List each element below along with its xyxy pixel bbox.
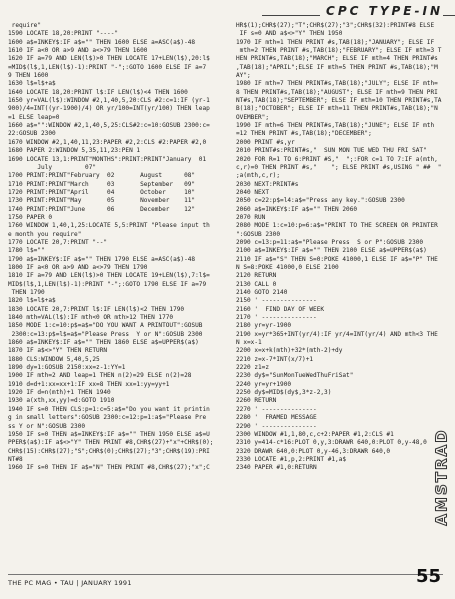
code-line: c,r)=0 THEN PRINT #s," "; ELSE PRINT #s,USING " ## " xyxy=(236,163,442,171)
code-line: 1630 l$=l$+a$ xyxy=(8,80,56,88)
code-line: 1700 PRINT:PRINT"February 02 August 08" xyxy=(8,172,196,180)
code-line: 9 THEN 1600 xyxy=(8,72,49,80)
code-line: HEN PRINT#s,TAB(18);"MARCH"; ELSE IF mth=4 THEN PRINT#s xyxy=(236,55,438,63)
code-line: 2340 PAPER #1,0:RETURN xyxy=(236,464,317,472)
code-line: 1610 IF a<0 OR a>9 AND a<>79 THEN 1600 xyxy=(8,47,148,55)
code-line: 1900 IF mth=2 AND leap=1 THEN n(2)=29 ELSE n(2)=28 xyxy=(8,372,192,380)
code-line: =MID$(l$,1,LEN(l$)-1):PRINT "-";:GOTO 1600 ELSE IF a=7 xyxy=(8,63,207,71)
footer-rule xyxy=(8,574,443,575)
code-line: 1970 IF mth=1 THEN PRINT #s,TAB(18);"JANUARY"; ELSE IF xyxy=(236,38,435,46)
code-line: 2230 dy$="SunMonTueWedThuFriSat" xyxy=(236,372,354,380)
code-line: 1990 IF mth=6 THEN PRINT#s,TAB(18);"JUNE"; ELSE IF mth xyxy=(236,122,435,130)
code-line: 1940 IF s=0 THEN CLS:p=1:c=5:a$="Do you want it printin xyxy=(8,405,210,413)
side-tab-label: AMSTRAD xyxy=(432,428,451,526)
code-line: 1860 a$=INKEY$:IF a$="" THEN 1860 ELSE a$=UPPER$(a$) xyxy=(8,339,199,347)
code-line: OVEMBER"; xyxy=(236,113,270,121)
code-line: 1770 LOCATE 20,7:PRINT "--" xyxy=(8,238,108,246)
code-column-left xyxy=(8,22,220,473)
code-line: 2120 RETURN xyxy=(236,272,277,280)
code-line: NT#s,TAB(18);"SEPTEMBER"; ELSE IF mth=10 THEN PRINT#s,TA xyxy=(236,97,442,105)
code-line: AY"; xyxy=(236,72,251,80)
code-line: 2300:c=13:p$=l$=a$="Please Press Y or N":GOSUB 2300 xyxy=(8,330,203,338)
code-line: 900)/4=INT((yr-1900)/4) OR yr/100=INT(yr/100) THEN leap xyxy=(8,105,210,113)
code-line: 2110 IF a$="S" THEN S=0:POKE 41000,1 ELSE IF a$="P" THE xyxy=(236,255,438,263)
code-line: 2020 FOR R=1 TO 6:PRINT #S," ";:FOR c=1 TO 7:IF a(mth, xyxy=(236,155,438,163)
code-line: 1930 a(xth,xx,yy)=d:GOTO 1910 xyxy=(8,397,115,405)
code-line: 1760 WINDOW 1,40,1,25:LOCATE 5,5:PRINT "Please input th xyxy=(8,222,210,230)
code-line: 1710 PRINT:PRINT"March 03 September 09" xyxy=(8,180,196,188)
code-line: 1640 LOCATE 18,20:PRINT l$:IF LEN(l$)<4 THEN 1600 xyxy=(8,88,188,96)
code-line: =1 ELSE leap=0 xyxy=(8,113,60,121)
code-line: 22:GOSUB 2300 xyxy=(8,130,56,138)
code-line: 2010 PRINT#s:PRINT#s," SUN MON TUE WED THU FRI SAT" xyxy=(236,147,427,155)
code-line: 2070 RUN xyxy=(236,213,266,221)
code-line: 1620 IF a=79 AND LEN(l$)>0 THEN LOCATE 17+LEN(l$),20:l$ xyxy=(8,55,210,63)
code-line: 2150 ' --------------- xyxy=(236,297,317,305)
code-line: 1820 l$=l$+a$ xyxy=(8,297,56,305)
code-line: 1980 IF mth=7 THEN PRINT#s,TAB(18);"JULY"; ELSE IF mth= xyxy=(236,80,438,88)
code-line: PPER$(a$):IF a$<>"Y" THEN PRINT #8,CHR$(27)+"x"+CHR$(0); xyxy=(8,439,214,447)
code-line: 1850 MODE 1:c=10:p$=a$="DO YOU WANT A PRINTOUT":GOSUB xyxy=(8,322,203,330)
code-line: IF s=0 AND a$<>"Y" THEN 1950 xyxy=(236,30,343,38)
code-line: NT#8 xyxy=(8,455,23,463)
code-line: 2180 yr=yr-1900 xyxy=(236,322,292,330)
code-line: 2220 z1=z xyxy=(236,364,270,372)
code-line: 1690 LOCATE 13,1:PRINT"MONTHS":PRINT:PRINT"January 01 xyxy=(8,155,207,163)
code-line: CHR$(15):CHR$(27);"S";CHR$(0);CHR$(27);"3";CHR$(19):PRI xyxy=(8,447,210,455)
code-line: 2330 LOCATE #1,p,2:PRINT #1,a$ xyxy=(236,455,347,463)
code-line: 1810 IF a=79 AND LEN(l$)>0 THEN LOCATE 19+LEN(l$),7:l$= xyxy=(8,272,210,280)
code-line: 2200 x=x+k(mth)+32*(mth-2)+dy xyxy=(236,347,343,355)
code-line: 1590 LOCATE 18,20:PRINT "----" xyxy=(8,30,119,38)
code-line: MID$(l$,1,LEN(l$)-1):PRINT "-";:GOTO 1790 ELSE IF a=79 xyxy=(8,280,207,288)
code-line: 1660 a$="":WINDOW #2,1,40,5,25:CLS#2:c=10:GOSUB 2300:c= xyxy=(8,122,210,130)
code-column-right xyxy=(236,22,442,473)
code-line: July 07" xyxy=(8,163,97,171)
section-title: CPC TYPE-IN xyxy=(320,4,443,18)
code-line: N x=x-1 xyxy=(236,339,262,347)
code-line: 1800 IF a<0 OR a>9 AND a<>79 THEN 1790 xyxy=(8,263,148,271)
code-line: 2210 z=x-7*INT(x/7)+1 xyxy=(236,355,314,363)
code-line: require" xyxy=(8,22,42,29)
code-line: 1920 IF d=n(mth)+1 THEN 1940 xyxy=(8,389,111,397)
code-line: 1750 PAPER 0 xyxy=(8,213,53,221)
code-line: ,TAB(18);"APRIL";ELSE IF mth=5 THEN PRINT #s,TAB(18);"M xyxy=(236,63,438,71)
code-line: 2260 RETURN xyxy=(236,397,277,405)
code-line: 1790 a$=INKEY$:IF a$="" THEN 1790 ELSE a=ASC(a$)-48 xyxy=(8,255,196,263)
code-line: 1780 l$="" xyxy=(8,247,45,255)
code-line: B(18);"OCTOBER"; ELSE IF mth=11 THEN PRINT#s,TAB(18);"N xyxy=(236,105,438,113)
code-line: 2140 GOTO 2140 xyxy=(236,289,288,296)
code-line: 2160 ' FIND DAY OF WEEK xyxy=(236,305,325,313)
code-line: 1830 LOCATE 20,7:PRINT l$:IF LEN(l$)<2 THEN 1790 xyxy=(8,305,185,313)
code-line: 2300 WINDOW #1,1,80,c,c+2:PAPER #1,2:CLS #1 xyxy=(236,430,394,438)
code-line: 1910 d=d+1:xx=xx+1:IF xx=8 THEN xx=1:yy=yy+1 xyxy=(8,380,170,388)
code-line: 2100 a$=INKEY$:IF a$="" THEN 2100 ELSE a$=UPPER$(a$) xyxy=(236,247,427,255)
code-line: mth=2 THEN PRINT #s,TAB(18);"FEBRUARY"; ELSE IF mth=3 T xyxy=(236,47,442,55)
code-line: e month you require" xyxy=(8,230,82,238)
code-line: 2280 ' FRAMED MESSAGE xyxy=(236,414,317,422)
code-line: 2170 ' --------------- xyxy=(236,314,317,322)
code-line: 1600 a$=INKEY$:IF a$="" THEN 1600 ELSE a=ASC(a$)-48 xyxy=(8,38,196,46)
code-line: 2130 CALL 0 xyxy=(236,280,277,288)
code-line: 2050 c=22:p$=l4:a$="Press any key.":GOSUB 2300 xyxy=(236,197,405,205)
code-line: 2090 c=13:p=11:a$="Please Press S or P":GOSUB 2300 xyxy=(236,238,424,246)
code-line: 2290 ' --------------- xyxy=(236,422,317,430)
code-line: 2250 dy$=MID$(dy$,3*z-2,3) xyxy=(236,389,332,397)
page-number: 55 xyxy=(415,566,441,587)
code-line: 8 THEN PRINT#s,TAB(18);"AUGUST"; ELSE IF mth=9 THEN PRI xyxy=(236,88,438,96)
code-line: 1740 PRINT:PRINT"June 06 December 12" xyxy=(8,205,196,213)
code-line: 1870 IF a$<>"Y" THEN RETURN xyxy=(8,347,108,355)
code-line: 1950 IF s=0 THEN a$=INKEY$:IF a$="" THEN 1950 ELSE a$=U xyxy=(8,430,210,438)
code-line: 2320 DRAWR 640,0:PLOT 0,y-46,3:DRAWR 640,0 xyxy=(236,447,391,455)
code-line: 1670 WINDOW #2,1,40,11,23:PAPER #2,2:CLS #2:PAPER #2,0 xyxy=(8,138,207,146)
code-line: HR$(1);CHR$(27);"T";CHR$(27);"3";CHR$(32):PRINT#8 ELSE xyxy=(236,22,435,29)
code-line: 2030 NEXT:PRINT#s xyxy=(236,180,299,188)
code-line: 2240 yr=yr+1900 xyxy=(236,380,292,388)
code-line: 1730 PRINT:PRINT"May 05 November 11" xyxy=(8,197,196,205)
code-line: g in small letters":GOSUB 2300:c=12:p=1:a$="Please Pre xyxy=(8,414,207,422)
code-line: ;a(mth,c,r); xyxy=(236,172,281,180)
code-line: 1720 PRINT:PRINT"April 04 October 10" xyxy=(8,188,196,196)
code-line: N S=8:POKE 41000,0 ELSE 2100 xyxy=(236,263,339,271)
code-line: ":GOSUB 2300 xyxy=(236,230,281,238)
code-line: 2000 PRINT #s,yr xyxy=(236,138,295,146)
amstrad-side-tab xyxy=(432,412,451,542)
code-line: 2060 a$=INKEY$:IF a$="" THEN 2060 xyxy=(236,205,358,213)
code-line: 2080 MODE 1:c=10:p=6:a$="PRINT TO THE SCREEN OR PRINTER xyxy=(236,222,438,230)
code-line: =12 THEN PRINT #s,TAB(18);"DECEMBER"; xyxy=(236,130,372,138)
code-line: 2310 y=414-c*16:PLOT 0,y,3:DRAWR 640,0:PLOT 0,y-48,0 xyxy=(236,439,427,447)
code-line: 2040 NEXT xyxy=(236,188,270,196)
code-line: 1880 CLS:WINDOW 5,40,5,25 xyxy=(8,355,100,363)
code-line: ss Y or N":GOSUB 2300 xyxy=(8,422,86,430)
code-line: 1960 IF s=0 THEN IF a$="N" THEN PRINT #8,CHR$(27);"x";C xyxy=(8,464,210,472)
code-line: 1840 mth=VAL(l$):IF mth<0 OR mth>12 THEN 1770 xyxy=(8,314,174,322)
footer-publication: THE PC MAG • TAU | JANUARY 1991 xyxy=(8,579,132,587)
code-line: 1650 yr=VAL(l$):WINDOW #2,1,40,5,20:CLS #2:c=1:IF (yr-1 xyxy=(8,97,210,105)
code-line: THEN 1790 xyxy=(8,289,45,296)
code-line: 2190 x=yr*365+INT(yr/4):IF yr/4=INT(yr/4) AND mth<3 THE xyxy=(236,330,438,338)
code-line: 2270 ' --------------- xyxy=(236,405,317,413)
code-line: 1680 PAPER 2:WINDOW 5,35,11,23:PEN 1 xyxy=(8,147,141,155)
code-line: 1890 dy=1:GOSUB 2150:xx=z-1:YY=1 xyxy=(8,364,126,372)
